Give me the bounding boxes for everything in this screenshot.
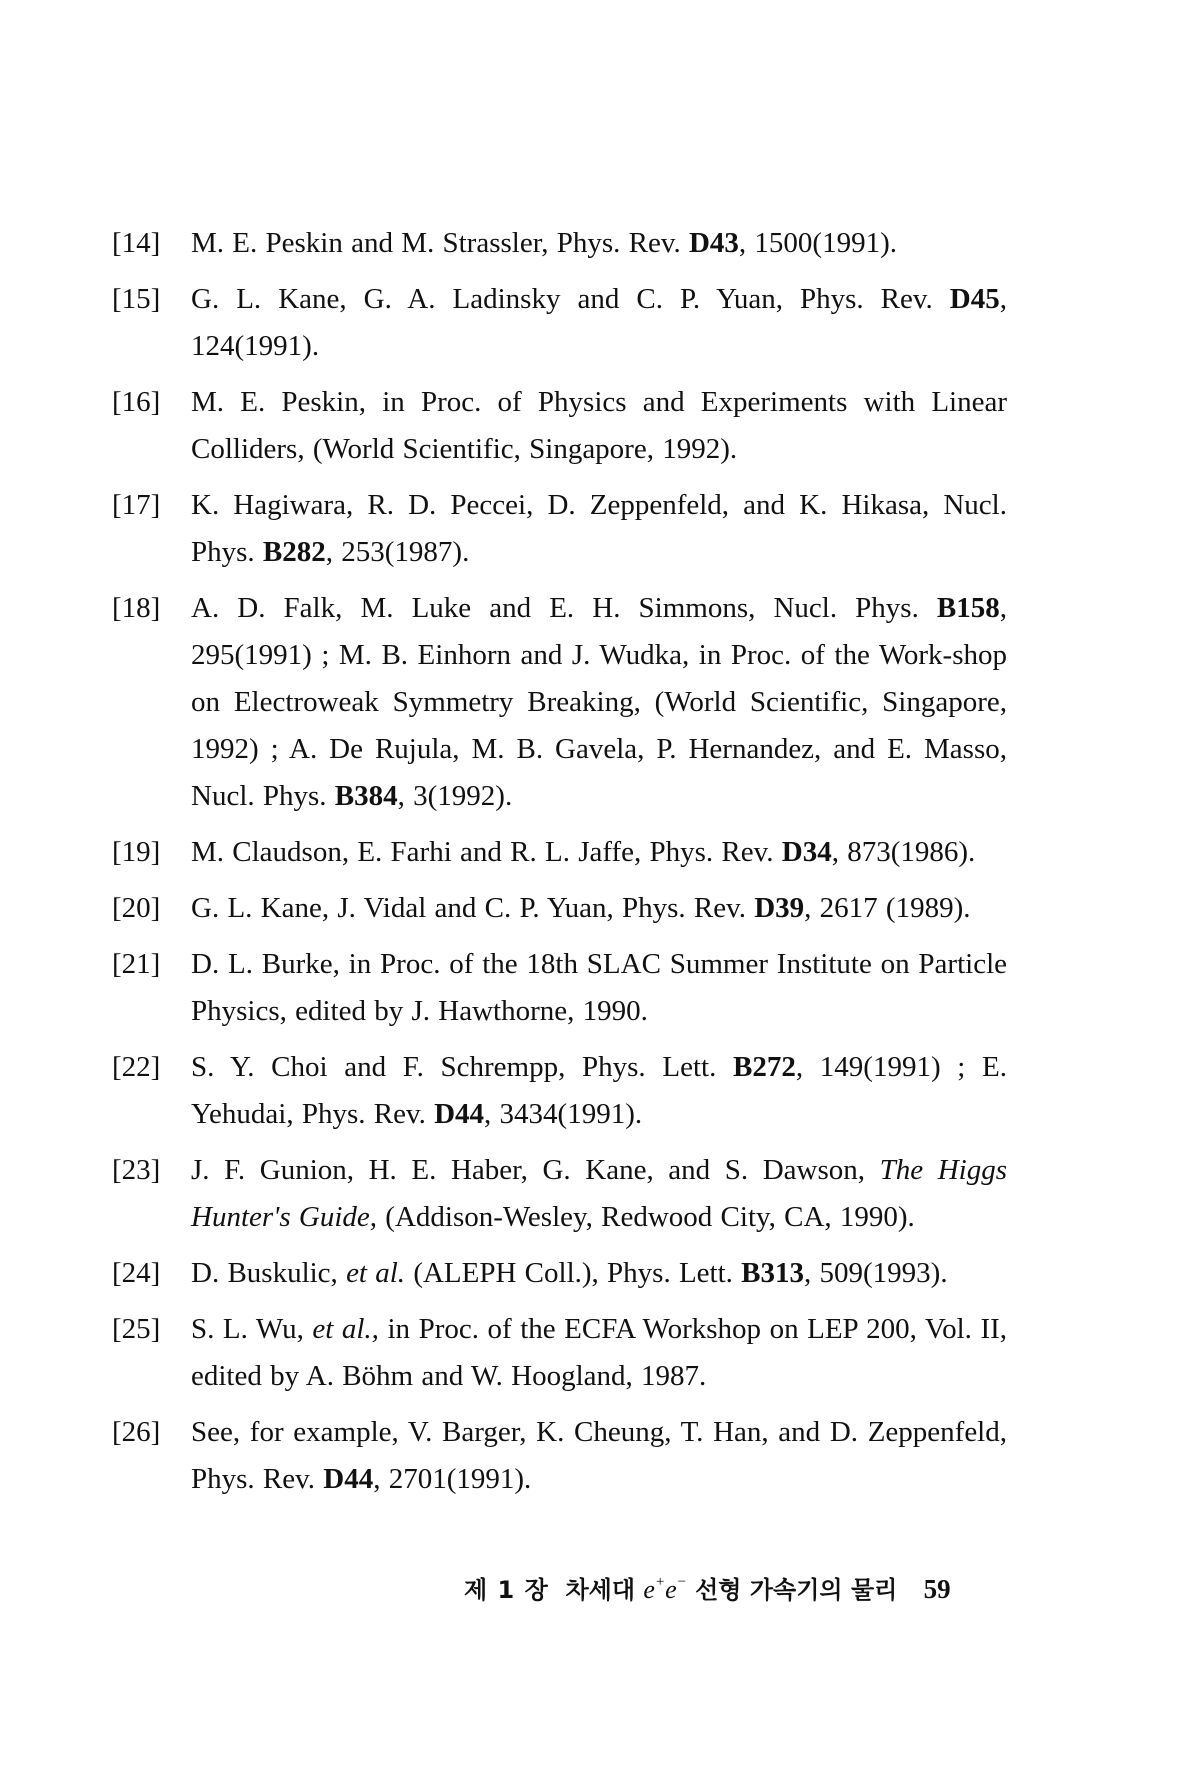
reference-item xyxy=(112,276,1007,370)
chapter-title-formula xyxy=(643,1575,686,1604)
positive-charge: + xyxy=(654,1574,666,1591)
reference-volume: B282 xyxy=(262,536,326,568)
reference-number: [25] xyxy=(112,1313,161,1345)
reference-list xyxy=(112,220,1007,1512)
reference-authors: M. Claudson, E. Farhi and R. L. Jaffe, Phys. Rev. xyxy=(191,836,774,868)
reference-volume: D43 xyxy=(688,227,739,259)
reference-item xyxy=(112,1306,1007,1400)
reference-pages: , 3434(1991). xyxy=(484,1098,643,1130)
reference-number: [23] xyxy=(112,1154,161,1186)
reference-pages: , 873(1986). xyxy=(831,836,976,868)
reference-pages: , 124(1991). xyxy=(191,283,1007,362)
reference-item xyxy=(112,1409,1007,1503)
reference-authors: G. L. Kane, G. A. Ladinsky and C. P. Yuan, Phys. Rev. xyxy=(191,283,933,315)
reference-authors: D. Buskulic, xyxy=(191,1257,338,1289)
reference-book-title: The Higgs Hunter's Guide, xyxy=(191,1154,1007,1233)
chapter-title-prefix: 차세대 xyxy=(565,1576,636,1604)
reference-authors: S. Y. Choi and F. Schrempp, Phys. Lett. xyxy=(191,1051,717,1083)
reference-middle: , 149(1991) ; E. Yehudai, Phys. Rev. xyxy=(191,1051,1007,1130)
reference-et-al: et al., xyxy=(312,1313,379,1345)
reference-number: [26] xyxy=(112,1416,161,1448)
reference-authors: See, for example, V. Barger, K. Cheung, T. Han, and D. Zeppenfeld, Phys. Rev. xyxy=(191,1416,1007,1495)
reference-number: [14] xyxy=(112,227,161,259)
reference-volume-2: B384 xyxy=(334,780,398,812)
reference-number: [20] xyxy=(112,892,161,924)
negative-charge: − xyxy=(676,1574,687,1591)
reference-item xyxy=(112,885,1007,932)
reference-authors: S. L. Wu, xyxy=(191,1313,304,1345)
reference-authors: K. Hagiwara, R. D. Peccei, D. Zeppenfeld, and K. Hikasa, Nucl. Phys. xyxy=(191,489,1007,568)
reference-authors: A. D. Falk, M. Luke and E. H. Simmons, Nucl. Phys. xyxy=(191,592,919,624)
reference-item xyxy=(112,1044,1007,1138)
reference-number: [19] xyxy=(112,836,161,868)
reference-number: [21] xyxy=(112,948,161,980)
reference-pages: , 3(1992). xyxy=(397,780,513,812)
reference-volume: D34 xyxy=(781,836,832,868)
reference-number: [22] xyxy=(112,1051,161,1083)
reference-pages: , 1500(1991). xyxy=(738,227,897,259)
reference-number: [24] xyxy=(112,1257,161,1289)
reference-rest: in Proc. of the ECFA Workshop on LEP 200, Vol. II, edited by A. Böhm and W. Hoogland, 1987. xyxy=(191,1313,1008,1392)
running-footer xyxy=(464,1569,1004,1609)
reference-number: [16] xyxy=(112,386,161,418)
reference-authors: G. L. Kane, J. Vidal and C. P. Yuan, Phys. Rev. xyxy=(191,892,746,924)
reference-volume: B158 xyxy=(936,592,1000,624)
reference-authors: J. F. Gunion, H. E. Haber, G. Kane, and S. Dawson, xyxy=(191,1154,866,1186)
reference-item xyxy=(112,220,1007,267)
reference-middle: (ALEPH Coll.), Phys. Lett. xyxy=(405,1257,733,1289)
reference-pages: , 2701(1991). xyxy=(373,1463,532,1495)
reference-volume: B313 xyxy=(741,1257,804,1289)
electron-symbol: e xyxy=(665,1575,677,1604)
reference-volume: D45 xyxy=(949,283,1000,315)
reference-item xyxy=(112,1147,1007,1241)
reference-authors: M. E. Peskin and M. Strassler, Phys. Rev. xyxy=(191,227,681,259)
reference-volume: D44 xyxy=(323,1463,374,1495)
chapter-title-suffix: 선형 가속기의 물리 xyxy=(695,1576,898,1604)
reference-item xyxy=(112,941,1007,1035)
reference-pages: , 509(1993). xyxy=(804,1257,948,1289)
reference-item xyxy=(112,1250,1007,1297)
page-number: 59 xyxy=(923,1574,951,1604)
reference-volume: B272 xyxy=(733,1051,796,1083)
reference-et-al: et al. xyxy=(346,1257,406,1289)
reference-item xyxy=(112,379,1007,473)
reference-volume-2: D44 xyxy=(434,1098,485,1130)
reference-middle: , 295(1991) ; M. B. Einhorn and J. Wudka, in Proc. of the Work-shop on Electroweak Symmetry Breaking, (World Scientific, Singapore, 1992) ; A. De Rujula, M. B. Gavela, P. Hernandez, and E. Masso, Nucl. Phys. xyxy=(191,592,1008,812)
reference-pages: , 2617 (1989). xyxy=(804,892,971,924)
reference-publisher: (Addison-Wesley, Redwood City, CA, 1990). xyxy=(377,1201,915,1233)
reference-number: [15] xyxy=(112,283,161,315)
reference-item xyxy=(112,482,1007,576)
reference-pages: , 253(1987). xyxy=(325,536,470,568)
electron-symbol: e xyxy=(643,1575,655,1604)
reference-text: M. E. Peskin, in Proc. of Physics and Experiments with Linear Colliders, (World Scientific, Singapore, 1992). xyxy=(191,386,1007,465)
reference-number: [18] xyxy=(112,592,161,624)
reference-number: [17] xyxy=(112,489,161,521)
reference-text: D. L. Burke, in Proc. of the 18th SLAC Summer Institute on Particle Physics, edited by J. Hawthorne, 1990. xyxy=(191,948,1007,1027)
chapter-label: 제 1 장 xyxy=(464,1576,549,1604)
reference-item xyxy=(112,585,1007,820)
reference-item xyxy=(112,829,1007,876)
reference-volume: D39 xyxy=(754,892,805,924)
